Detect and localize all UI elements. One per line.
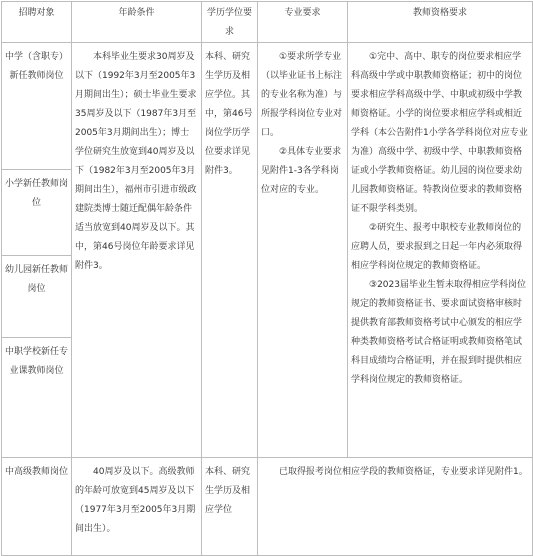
major-cert-cell-senior: 已取得报考岗位相应学段的教师资格证，专业要求详见附件1。: [258, 458, 533, 556]
age-cell-main: 本科毕业生要求30周岁及以下（1992年3月至2005年3月期间出生）；硕士毕业生要求35周岁及以下（1987年3月至2005年3月期间出生）；博士学位研究生放宽到40周岁及以下（1982年3月至2005年3月期间出生），福州市引进市级政建院类博士随迁配偶年龄条件适当放宽到40周岁及以下。其中，第46号岗位年龄要求详见附件3。: [72, 43, 202, 458]
table-row: [2, 43, 533, 170]
cert-cell-main: [348, 43, 533, 458]
target-cell-vocational: 中职学校新任专业课教师岗位: [2, 338, 72, 458]
target-cell-kindergarten: 幼儿园新任教师岗位: [2, 256, 72, 338]
cert-point-3: ③2023届毕业生暂未取得相应学科岗位规定的教师资格证书、要求面试资格审核时提供教育部教师资格考试中心颁发的相应学种类教师资格考试合格证明或教师资格笔试科目成绩均合格证明，并在报到时提供相应学科岗位规定的教师资格证。: [351, 280, 526, 385]
major-point-2: ②具体专业要求见附件1-3各学科岗位对应的专业。: [261, 147, 342, 195]
age-cell-senior: 40周岁及以下。高级教师的年龄可放宽到45周岁及以下（1977年3月至2005年3月期间出生）。: [72, 458, 202, 556]
recruitment-conditions-table: [1, 1, 533, 556]
header-degree: 学历学位要求: [202, 2, 258, 43]
major-point-1: ①要求所学专业（以毕业证书上标注的专业名称为准）与所报学科岗位专业对口。: [261, 52, 343, 138]
header-age: 年龄条件: [72, 2, 202, 43]
header-target: 招聘对象: [2, 2, 72, 43]
header-cert: 教师资格要求: [348, 2, 533, 43]
cert-point-1: ①完中、高中、职专的岗位要求相应学科高级中学或中职教师资格证；初中的岗位要求相应学科高级中学、中职或初级中学教师资格证。小学的岗位要求相应学科或相近学科（本公告附件1小学各学科岗位对应专业为准）高级中学、初级中学、中职教师资格证或小学教师资格证。幼儿园的岗位要求幼儿园教师资格证。特教岗位要求的教师资格证不限学科类别。: [351, 52, 528, 214]
table-header-row: [2, 2, 533, 43]
target-cell-middle-school: 中学（含职专）新任教师岗位: [2, 43, 72, 170]
target-cell-senior-teacher: 中高级教师岗位: [2, 458, 72, 556]
target-cell-primary: 小学新任教师岗位: [2, 170, 72, 256]
recruitment-table-container: [1, 1, 532, 556]
header-major: 专业要求: [258, 2, 348, 43]
degree-cell-main: 本科、研究生学历及相应学位。其中，第46号岗位学历学位要求详见附件3。: [202, 43, 258, 458]
table-row: [2, 458, 533, 556]
cert-point-2: ②研究生、报考中职校专业教师岗位的应聘人员，要求报到之日起一年内必须取得相应学科岗位规定的教师资格证。: [351, 223, 523, 271]
major-cell-main: [258, 43, 348, 458]
degree-cell-senior: 本科、研究生学历及相应学位: [202, 458, 258, 556]
